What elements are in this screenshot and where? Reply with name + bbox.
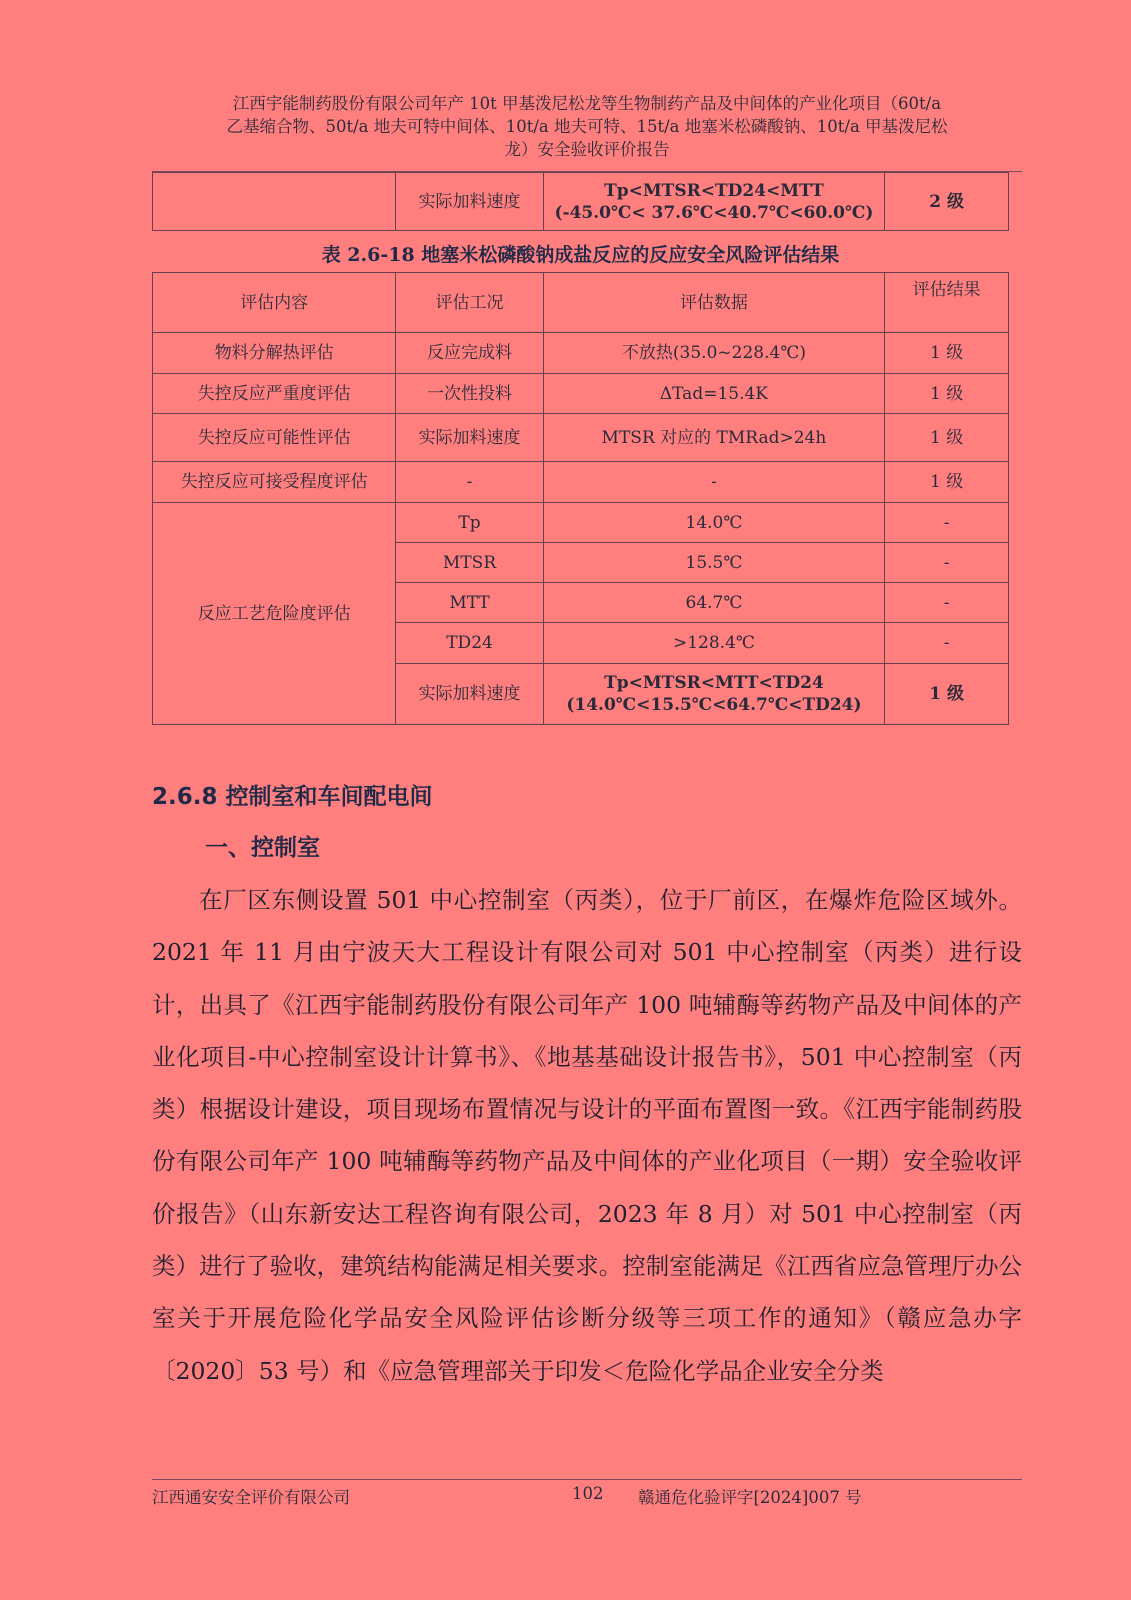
table-cell: 15.5℃ (543, 543, 885, 583)
report-code: 赣通危化验评字[2024]007 号 (638, 1488, 862, 1507)
table-cell (543, 664, 885, 725)
section-title: 2.6.8 控制室和车间配电间 (152, 784, 433, 810)
table-header-row (153, 273, 1009, 333)
table-cell: 实际加料速度 (396, 414, 543, 462)
table-cell: 失控反应可能性评估 (153, 414, 396, 462)
risk-assessment-table (152, 272, 1009, 725)
header-line-1: 江西宇能制药股份有限公司年产 10t 甲基泼尼松龙等生物制药产品及中间体的产业化项目（60t/a (232, 94, 942, 113)
table-cell: 物料分解热评估 (153, 333, 396, 374)
data-line: Tp<MTSR<TD24<MTT (604, 180, 824, 201)
table-cell: - (396, 462, 543, 503)
page-footer (152, 1484, 1022, 1508)
table-row (153, 173, 1009, 231)
table-cell: 1 级 (885, 414, 1009, 462)
table-cell: 实际加料速度 (396, 173, 543, 231)
table-cell: MTSR (396, 543, 543, 583)
table-cell: ΔTad=15.4K (543, 374, 885, 414)
page-header (152, 92, 1022, 161)
header-cell: 评估数据 (543, 273, 885, 333)
table-cell: 不放热(35.0~228.4℃) (543, 333, 885, 374)
table-cell: - (885, 543, 1009, 583)
data-line: (14.0℃<15.5℃<64.7℃<TD24) (566, 695, 862, 715)
table-cell: >128.4℃ (543, 623, 885, 664)
table-cell: MTSR 对应的 TMRad>24h (543, 414, 885, 462)
table-row (153, 374, 1009, 414)
data-line: Tp<MTSR<MTT<TD24 (604, 673, 824, 693)
table-cell: 1 级 (885, 374, 1009, 414)
table-caption: 表 2.6-18 地塞米松磷酸钠成盐反应的反应安全风险评估结果 (321, 244, 840, 266)
table-cell: 失控反应严重度评估 (153, 374, 396, 414)
table-cell: 反应工艺危险度评估 (153, 503, 396, 725)
footer-company: 江西通安安全评价有限公司 (152, 1488, 350, 1507)
table-cell: - (885, 583, 1009, 623)
table-cell: 失控反应可接受程度评估 (153, 462, 396, 503)
table-cell: - (885, 503, 1009, 543)
page-number: 102 (572, 1484, 604, 1503)
header-line-2: 乙基缩合物、50t/a 地夫可特中间体、10t/a 地夫可特、15t/a 地塞米松磷酸钠、10t/a 甲基泼尼松 (226, 117, 948, 136)
table-cell: 1 级 (885, 462, 1009, 503)
subsection-title: 一、控制室 (205, 835, 320, 861)
table-cell: 2 级 (885, 173, 1009, 231)
continued-table (152, 172, 1009, 231)
table-row (153, 414, 1009, 462)
header-cell: 评估内容 (153, 273, 396, 333)
table-cell: 1 级 (885, 664, 1009, 725)
footer-rule (152, 1479, 1022, 1480)
header-cell: 评估工况 (396, 273, 543, 333)
table-cell: 14.0℃ (543, 503, 885, 543)
header-cell: 评估结果 (885, 273, 1009, 333)
table-cell: 64.7℃ (543, 583, 885, 623)
table-cell: 反应完成料 (396, 333, 543, 374)
header-line-3: 龙）安全验收评价报告 (504, 140, 670, 159)
table-cell: - (543, 462, 885, 503)
table-cell: Tp (396, 503, 543, 543)
table-cell (153, 173, 396, 231)
table-cell: TD24 (396, 623, 543, 664)
table-row (153, 462, 1009, 503)
table-cell: 一次性投料 (396, 374, 543, 414)
table-row (153, 333, 1009, 374)
table-row (153, 503, 1009, 543)
data-line: (-45.0℃< 37.6℃<40.7℃<60.0℃) (554, 202, 874, 223)
table-cell: 实际加料速度 (396, 664, 543, 725)
body-paragraph: 在厂区东侧设置 501 中心控制室（丙类），位于厂前区，在爆炸危险区域外。2021 年 11 月由宁波天大工程设计有限公司对 501 中心控制室（丙类）进行设计，出具了《江西宇能制药股份有限公司年产 100 吨辅酶等药物产品及中间体的产业化项目-中心控制室设计计算书》、《地基基础设计报告书》，501 中心控制室（丙类）根据设计建设，项目现场布置情况与设计的平面布置图一致。《江西宇能制药股份有限公司年产 100 吨辅酶等药物产品及中间体的产业化项目（一期）安全验收评价报告》（山东新安达工程咨询有限公司，2023 年 8 月）对 501 中心控制室（丙类）进行了验收，建筑结构能满足相关要求。控制室能满足《江西省应急管理厅办公室关于开展危险化学品安全风险评估诊断分级等三项工作的通知》（赣应急办字〔2020〕53 号）和《应急管理部关于印发＜危险化学品企业安全分类 (152, 886, 1022, 1385)
table-cell: MTT (396, 583, 543, 623)
table-cell: - (885, 623, 1009, 664)
table-cell (543, 173, 885, 231)
table-cell: 1 级 (885, 333, 1009, 374)
